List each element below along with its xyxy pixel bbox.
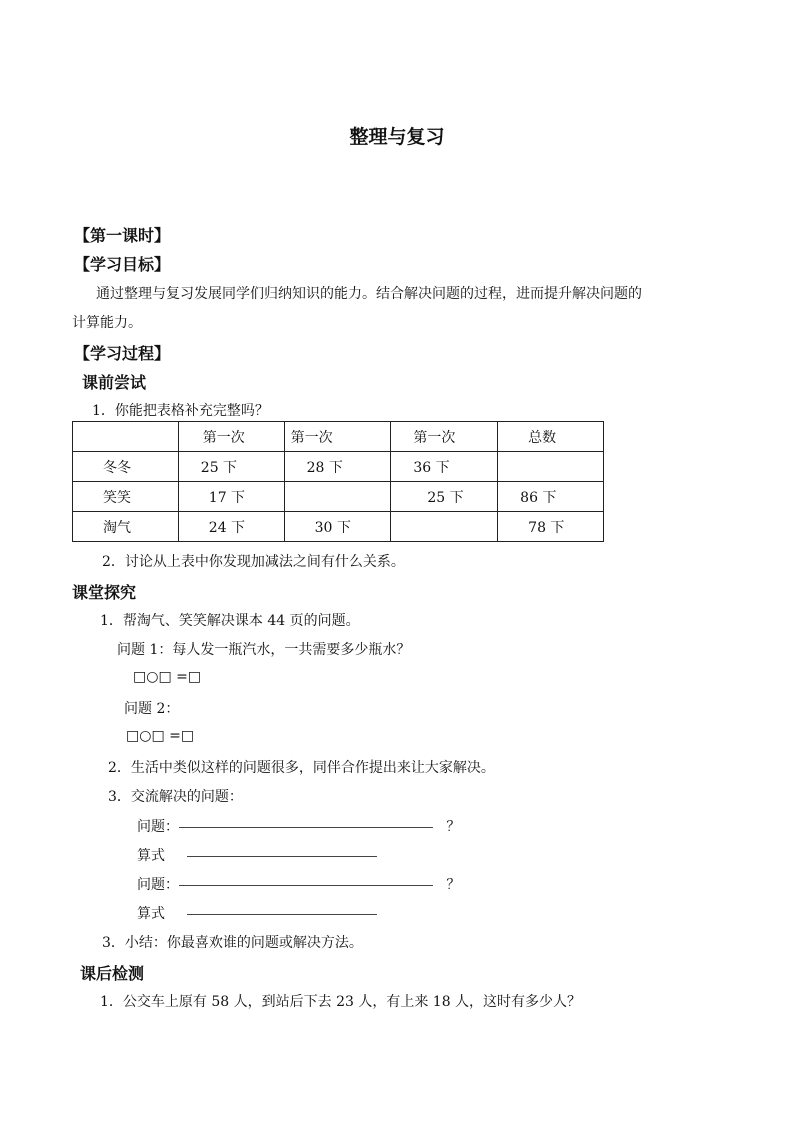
answer-blank-line bbox=[187, 856, 377, 857]
section-process-heading: 【学习过程】 bbox=[74, 344, 171, 363]
post-test-heading: 课后检测 bbox=[80, 964, 145, 983]
table-cell: 冬冬 bbox=[73, 452, 179, 482]
problem-label: 问题： bbox=[137, 877, 179, 893]
page-title: 整理与复习 bbox=[349, 126, 445, 148]
table-cell: 24 下 bbox=[178, 512, 284, 542]
answer-blank-line bbox=[179, 827, 433, 828]
post-test-problem-1: 1．公交车上原有 58 人，到站后下去 23 人，有上来 18 人，这时有多少人？ bbox=[100, 994, 582, 1010]
table-row bbox=[73, 482, 604, 512]
formula-label: 算式 bbox=[137, 906, 165, 922]
explore-item-1: 1．帮淘气、笑笑解决课本 44 页的问题。 bbox=[100, 613, 360, 629]
goal-text-line2: 计算能力。 bbox=[72, 315, 142, 331]
table-cell: 25 下 bbox=[178, 452, 284, 482]
table-cell: 86 下 bbox=[498, 482, 604, 512]
table-cell: 36 下 bbox=[391, 452, 498, 482]
formula-2: □○□ =□ bbox=[126, 728, 195, 744]
table-cell: 笑笑 bbox=[73, 482, 179, 512]
question-2: 2．讨论从上表中你发现加减法之间有什么关系。 bbox=[102, 554, 405, 570]
table-header-cell bbox=[73, 422, 179, 452]
section-goal-heading: 【学习目标】 bbox=[74, 255, 171, 274]
question-1: 1．你能把表格补充完整吗？ bbox=[92, 403, 269, 419]
table-row bbox=[73, 452, 604, 482]
table-header-row bbox=[73, 422, 604, 452]
explore-item-2: 2．生活中类似这样的问题很多，同伴合作提出来让大家解决。 bbox=[108, 760, 495, 776]
formula-1: □○□ =□ bbox=[133, 669, 202, 685]
explore-problem-1: 问题 1：每人发一瓶汽水，一共需要多少瓶水？ bbox=[117, 642, 411, 658]
pre-try-heading: 课前尝试 bbox=[82, 373, 147, 392]
formula-label: 算式 bbox=[137, 848, 165, 864]
formula-blank-row bbox=[137, 903, 377, 923]
section-period-heading: 【第一课时】 bbox=[74, 226, 171, 245]
table-cell bbox=[391, 512, 498, 542]
table-cell: 28 下 bbox=[284, 452, 391, 482]
explore-item-3: 3．交流解决的问题： bbox=[108, 789, 243, 805]
table-header-cell: 第一次 bbox=[391, 422, 498, 452]
table-cell: 30 下 bbox=[284, 512, 391, 542]
table-cell: 78 下 bbox=[498, 512, 604, 542]
answer-blank-line bbox=[187, 914, 377, 915]
table-cell bbox=[498, 452, 604, 482]
table-cell: 淘气 bbox=[73, 512, 179, 542]
table-cell: 25 下 bbox=[391, 482, 498, 512]
summary-item: 3．小结：你最喜欢谁的问题或解决方法。 bbox=[102, 935, 363, 951]
table-row bbox=[73, 512, 604, 542]
table-cell bbox=[284, 482, 391, 512]
table-header-cell: 第一次 bbox=[178, 422, 284, 452]
class-explore-heading: 课堂探究 bbox=[72, 583, 137, 602]
problem-blank-row bbox=[137, 816, 460, 836]
question-mark: ？ bbox=[446, 877, 461, 893]
problem-label: 问题： bbox=[137, 819, 179, 835]
problem-blank-row bbox=[137, 874, 460, 894]
table-cell: 17 下 bbox=[178, 482, 284, 512]
table-header-cell: 第一次 bbox=[284, 422, 391, 452]
goal-text-line1: 通过整理与复习发展同学们归纳知识的能力。结合解决问题的过程，进而提升解决问题的 bbox=[96, 286, 642, 302]
explore-problem-2: 问题 2： bbox=[124, 701, 180, 717]
answer-blank-line bbox=[179, 885, 433, 886]
table-header-cell: 总数 bbox=[498, 422, 604, 452]
question-mark: ？ bbox=[446, 819, 461, 835]
score-table bbox=[72, 421, 604, 542]
formula-blank-row bbox=[137, 845, 377, 865]
